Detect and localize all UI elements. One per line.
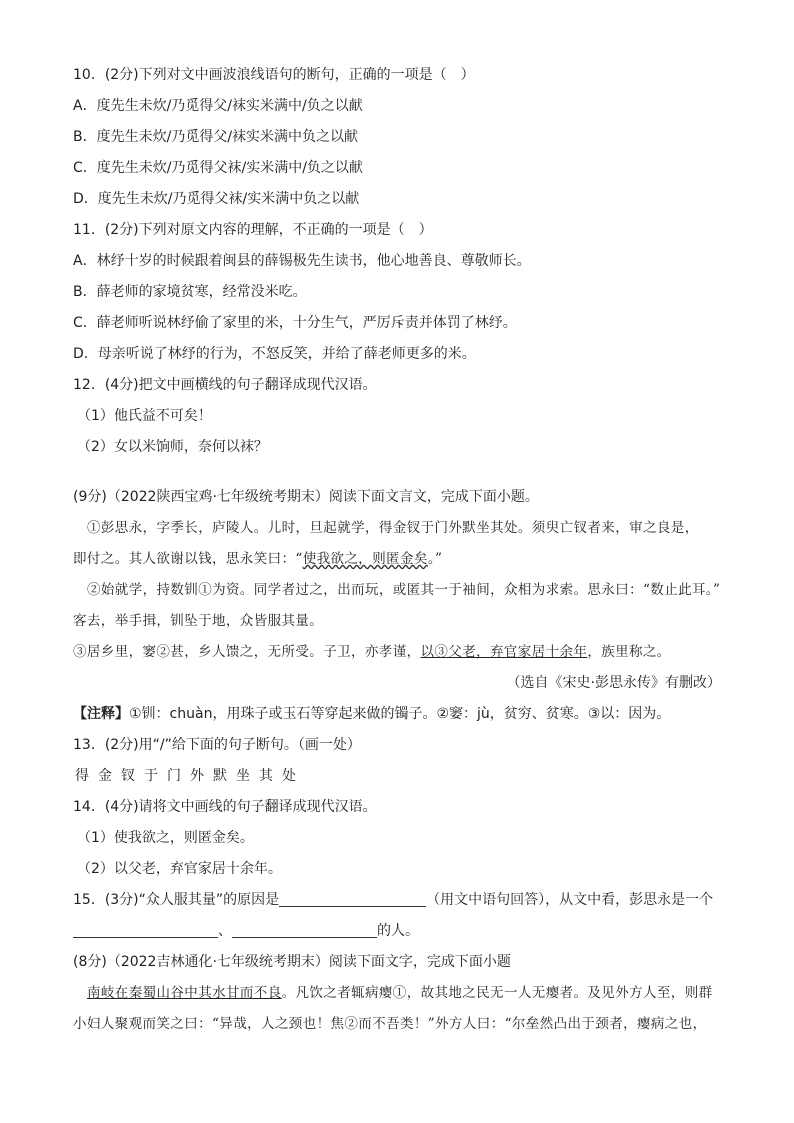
q10-option-a: A．度先生未炊/乃觅得父/袜实米满中/负之以献: [73, 98, 363, 114]
q13-stem: 13．(2分)用“/”给下面的句子断句。（画一处）: [73, 737, 361, 753]
spacer: [73, 463, 733, 482]
q11-option-b: B．薛老师的家境贫寒，经常没米吃。: [73, 284, 307, 300]
passage2-source: （选自《宋史·彭思永传》有删改）: [506, 675, 721, 691]
q10-option-c: C．度先生未炊/乃觅得父袜/实米满中/负之以献: [73, 160, 363, 176]
passage2-p3: [73, 637, 733, 668]
passage3-line2: 小妇人聚观而笑之曰：“异哉，人之颈也！焦②而不吾类！”外方人曰：“尔垒然凸出于颈者，瘿病之也，: [73, 1016, 707, 1032]
answer-blank-2: [73, 921, 218, 938]
passage2-p3-end: ，族里称之。: [587, 644, 671, 660]
q11-option-d: D．母亲听说了林纾的行为，不怒反笑，并给了薛老师更多的米。: [73, 346, 476, 362]
q10-option-d: D．度先生未炊/乃觅得父袜/实米满中负之以献: [73, 191, 360, 207]
q14-item-1: （1）使我欲之，则匿金矣。: [77, 830, 254, 846]
q12-item-2: （2）女以米饷师，奈何以袜？: [77, 439, 268, 455]
q10-stem: 10．(2分)下列对文中画波浪线语句的断句，正确的一项是（ ）: [73, 67, 475, 83]
q15-part4: 的人。: [377, 923, 419, 939]
passage2-p1-line1: ①彭思永，字季长，庐陵人。儿时，旦起就学，得金钗于门外默坐其处。须臾亡钗者来，审之良是，: [87, 520, 699, 536]
passage2-p1-line2: [73, 544, 733, 575]
q15-part1: 15．(3分)“众人服其量”的原因是: [73, 892, 280, 908]
passage2-p2-line2: 客去，举手揖，钏坠于地，众皆服其量。: [73, 613, 324, 629]
q15-line1: [73, 885, 733, 916]
passage2-intro: (9分)（2022陕西宝鸡·七年级统考期末）阅读下面文言文，完成下面小题。: [73, 489, 539, 505]
passage2-p3-text: ③居乡里，窭②甚，乡人馈之，无所受。子卫，亦孝谨，: [73, 644, 421, 660]
passage2-p1-text: 即付之。其人欲谢以钱，思永笑曰：“: [73, 551, 303, 567]
q11-option-a: A．林纾十岁的时候跟着闽县的薛锡极先生读书，他心地善良、尊敬师长。: [73, 253, 531, 269]
q11-stem: 11．(2分)下列对原文内容的理解，不正确的一项是（ ）: [73, 222, 433, 238]
q15-line2: [73, 916, 733, 947]
q14-stem: 14．(4分)请将文中画线的句子翻译成现代汉语。: [73, 799, 377, 815]
passage3-line1: [73, 978, 733, 1009]
passage2-p1-end: 。”: [427, 551, 443, 567]
notes-label: 【注释】: [73, 706, 129, 722]
q13-sentence: 得金钗于门外默坐其处: [75, 768, 305, 784]
passage3-line1-text: 。凡饮之者辄病瘿①，故其地之民无一人无瘿者。及见外方人至，则群: [281, 985, 713, 1001]
q11-option-c: C．薛老师听说林纾偷了家里的米，十分生气，严厉斥责并体罚了林纾。: [73, 315, 517, 331]
q15-part2: （用文中语句回答），从文中看，彭思永是一个: [426, 892, 714, 908]
exam-page: [73, 60, 733, 1040]
q12-stem: 12．(4分)把文中画横线的句子翻译成现代汉语。: [73, 377, 377, 393]
passage3-intro: (8分)（2022吉林通化·七年级统考期末）阅读下面文字，完成下面小题: [73, 954, 511, 970]
q15-part3: 、: [218, 923, 232, 939]
passage2-notes: [73, 699, 733, 730]
q10-option-b: B．度先生未炊/乃觅得父/袜实米满中负之以献: [73, 129, 359, 145]
answer-blank-3: [232, 921, 377, 938]
q14-item-2: （2）以父老，弃官家居十余年。: [77, 861, 282, 877]
answer-blank-1: [279, 890, 426, 907]
notes-text: ①钏：chuàn，用珠子或玉石等穿起来做的镯子。②窭：jù，贫穷、贫寒。③以：因为。: [129, 706, 671, 722]
underlined-sentence: 南岐在秦蜀山谷中其水甘而不良: [87, 985, 282, 1001]
passage2-p2-line1: ②始就学，持数钏①为资。同学者过之，出而玩，或匿其一于袖间，众相为求索。思永曰：“数止此耳。”: [87, 582, 721, 598]
wavy-underlined-sentence: 使我欲之，则匿金矣: [302, 551, 428, 567]
q12-item-1: （1）他氏益不可矣！: [77, 408, 212, 424]
underlined-sentence: 以③父老，弃官家居十余年: [420, 644, 588, 660]
